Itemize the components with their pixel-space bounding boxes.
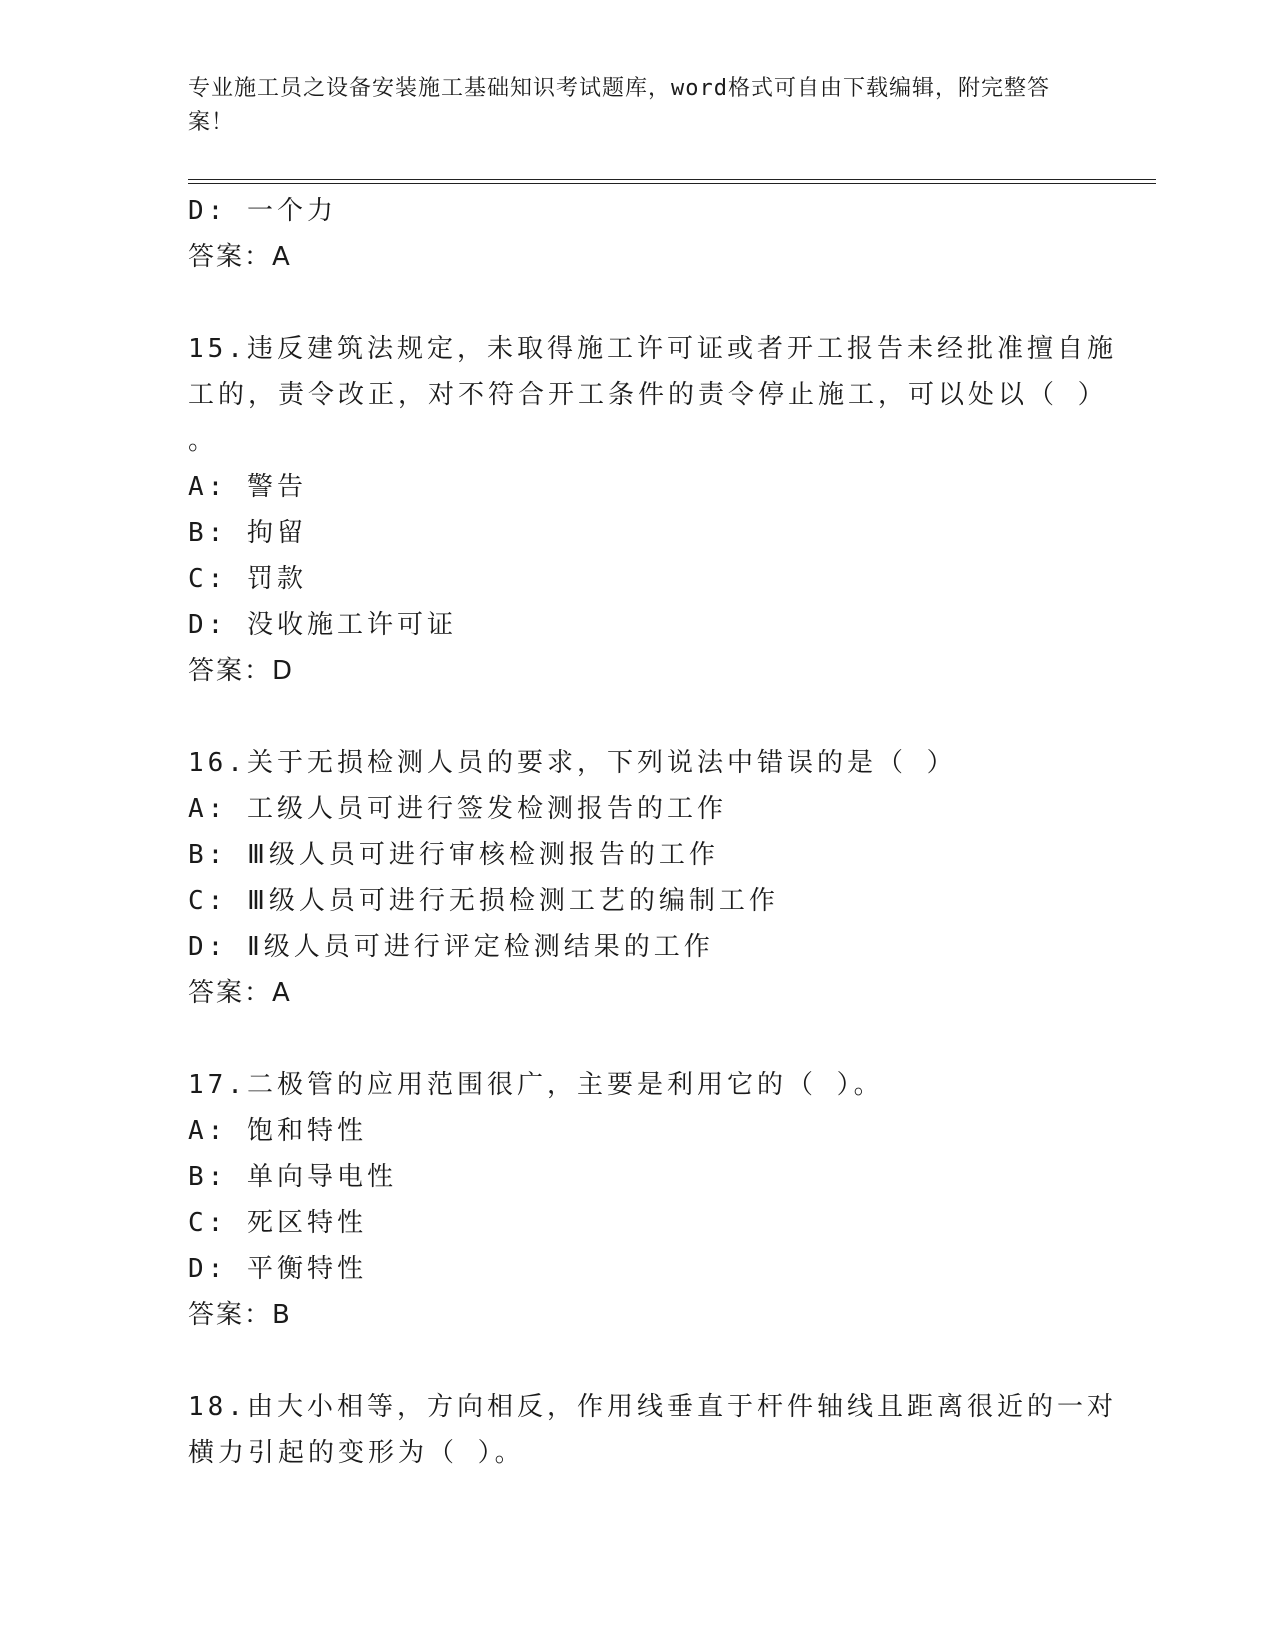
option-b: B: 拘留 [188, 518, 307, 548]
option-c: C: 死区特性 [188, 1208, 367, 1238]
option-c: C: Ⅲ级人员可进行无损检测工艺的编制工作 [188, 886, 779, 916]
answer: 答案：D [188, 656, 295, 686]
question-18 [188, 1384, 1117, 1476]
prev-option-d: D: 一个力 [188, 196, 337, 226]
prev-answer: 答案：A [188, 242, 292, 272]
option-b: B: 单向导电性 [188, 1162, 397, 1192]
option-b: B: Ⅲ级人员可进行审核检测报告的工作 [188, 840, 719, 870]
spacer [188, 1016, 1088, 1062]
option-a: A: 饱和特性 [188, 1116, 367, 1146]
question-stem-line: 横力引起的变形为（ ）。 [188, 1438, 525, 1468]
question-stem-line: 18.由大小相等，方向相反，作用线垂直于杆件轴线且距离很近的一对 [188, 1392, 1117, 1422]
option-a: A: 工级人员可进行签发检测报告的工作 [188, 794, 727, 824]
question-stem-line: 16.关于无损检测人员的要求，下列说法中错误的是（ ） [188, 748, 957, 778]
question-16 [188, 740, 1088, 1016]
question-15 [188, 326, 1117, 694]
answer: 答案：A [188, 978, 292, 1008]
option-d: D: 没收施工许可证 [188, 610, 457, 640]
option-c: C: 罚款 [188, 564, 307, 594]
question-stem-line: 17.二极管的应用范围很广，主要是利用它的（ ）。 [188, 1070, 884, 1100]
question-stem-line: 。 [188, 426, 219, 456]
answer: 答案：B [188, 1300, 292, 1330]
spacer [188, 280, 1088, 326]
question-stem-line: 工的，责令改正，对不符合开工条件的责令停止施工，可以处以（ ） [188, 380, 1108, 410]
document-header: 专业施工员之设备安装施工基础知识考试题库，word格式可自由下载编辑，附完整答案！ [188, 76, 1050, 135]
spacer [188, 694, 1088, 740]
option-a: A: 警告 [188, 472, 307, 502]
header-divider [188, 179, 1156, 184]
option-d: D: 平衡特性 [188, 1254, 367, 1284]
spacer [188, 1338, 1088, 1384]
question-stem-line: 15.违反建筑法规定，未取得施工许可证或者开工报告未经批准擅自施 [188, 334, 1117, 364]
question-content [188, 188, 1117, 1476]
option-d: D: Ⅱ级人员可进行评定检测结果的工作 [188, 932, 714, 962]
question-17 [188, 1062, 1088, 1338]
